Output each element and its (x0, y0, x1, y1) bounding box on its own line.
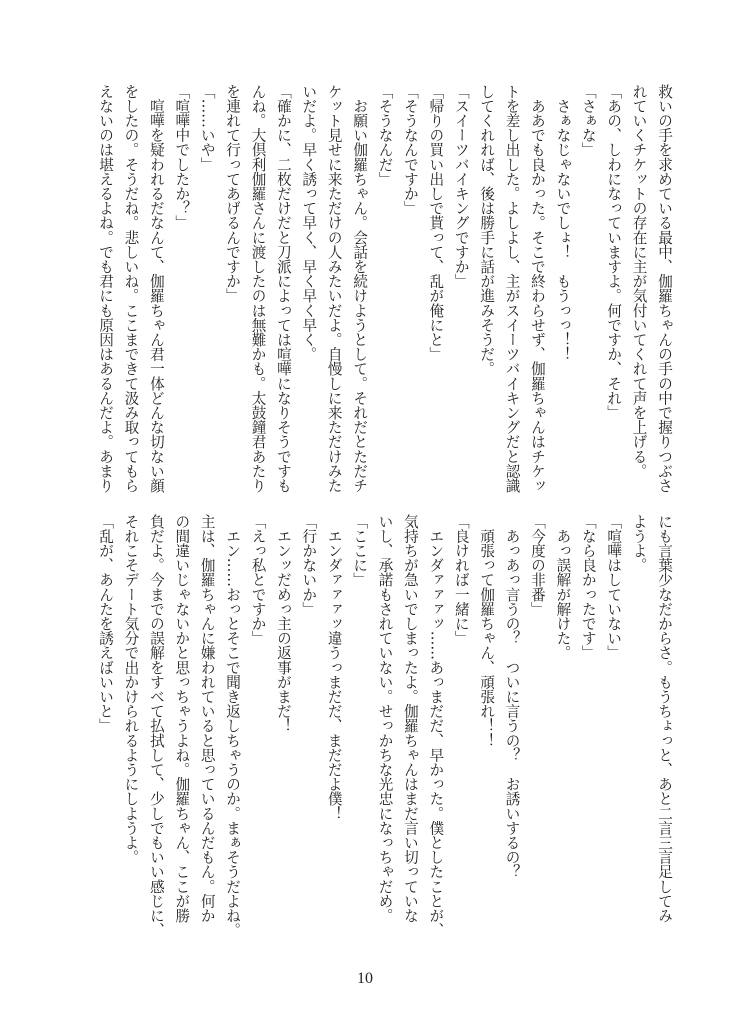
text-line: 「喧嘩中でしたか？」 (173, 84, 191, 230)
text-block-bottom (87, 514, 677, 946)
text-line: れていくチケットの存在に主が気付いてくれて声を上げる。 (630, 84, 648, 479)
text-line: 「帰りの買い出しで貰って、乱が俺にと」 (427, 84, 445, 362)
text-block-top (87, 84, 677, 498)
text-line: さぁなじゃないでしょ！ もうっっ！！ (554, 84, 572, 362)
text-line: いし、承諾もされていない。せっかちな光忠になっちゃだめ。 (376, 514, 394, 923)
text-line: 「良ければ一緒に」 (452, 514, 470, 646)
text-line: エンダァァァッ……あっまだだ、早かった。僕としたことが、 (427, 514, 445, 938)
text-line: 「スイーツバイキングですか」 (452, 84, 470, 289)
text-line: 「喧嘩はしていない」 (605, 514, 623, 660)
text-line: してくれれば、後は勝手に話が進みそうだ。 (478, 84, 496, 376)
text-line: エン……おっとそこで聞き返しちゃうのか。まぁそうだよね。 (224, 514, 242, 938)
text-line: トを差し出した。よしよし、主がスイーツバイキングだと認識 (503, 84, 521, 493)
text-line: ああでも良かった。そこで終わらせず、伽羅ちゃんはチケッ (528, 84, 546, 493)
text-line: 「確かに、二枚だけだと刀派によっては喧嘩になりそうですも (274, 84, 292, 493)
text-line: 負だよ。今までの誤解をすべて払拭して、少しでもいい感じに、 (147, 514, 165, 938)
text-line: それこそデート気分で出かけられるようにしようよ。 (122, 514, 140, 865)
text-line: んね。大倶利伽羅さんに渡したのは無難かも。太鼓鐘君あたり (249, 84, 267, 493)
text-line: いだよ。早く誘って早く、早く早く早く。 (300, 84, 318, 362)
text-line: 「そうなんですか」 (401, 84, 419, 216)
text-line: 頑張って伽羅ちゃん、頑張れ！！ (478, 514, 496, 748)
text-line: 「行かないか」 (300, 514, 318, 617)
text-line: 「そうなんだ」 (376, 84, 394, 187)
text-line: あっあっ言うの？ ついに言うの？ お誘いするの？ (503, 514, 521, 879)
text-line: をしたの。そうだね。悲しいね。ここまできて汲み取ってもら (122, 84, 140, 493)
text-line: 救いの手を求めている最中、伽羅ちゃんの手の中で握りつぶさ (656, 84, 673, 493)
text-line: ようよ。 (630, 514, 648, 573)
text-line: 「あの、しわになっていますよ。何ですか、それ」 (605, 84, 623, 420)
text-line: 主は、伽羅ちゃんに嫌われていると思っているんだもん。何か (198, 514, 216, 923)
text-line: 「ここに」 (351, 514, 369, 587)
text-line: の間違いじゃないかと思っちゃうよね。伽羅ちゃん、ここが勝 (173, 514, 191, 923)
text-line: 「えっ私とですか」 (249, 514, 267, 646)
text-line: あっ誤解が解けた。 (554, 514, 572, 660)
text-line: 「乱が、あんたを誘えばいいと」 (97, 514, 115, 733)
page-number: 10 (357, 970, 373, 987)
text-line: 「なら良かったです」 (579, 514, 597, 660)
text-line: を連れて行ってあげるんですか」 (224, 84, 242, 303)
text-line: お願い伽羅ちゃん。会話を続けようとして。それだとただチ (351, 84, 369, 493)
text-line: 「さぁな」 (579, 84, 597, 157)
text-line: 「今度の非番」 (528, 514, 546, 617)
text-line: にも言葉少なだからさ。もうちょっと、あと二言三言足してみ (656, 514, 673, 923)
text-line: 喧嘩を疑われるだなんて、伽羅ちゃん君一体どんな切ない顔 (147, 84, 165, 493)
text-line: 気持ちが急いでしまったよ。伽羅ちゃんはまだ言い切っていな (401, 514, 419, 923)
text-line: 「……いや」 (198, 84, 216, 172)
text-line: ケット見せに来ただけの人みたいだよ。自慢しに来ただけみた (325, 84, 343, 493)
text-line: エンッだめっ主の返事がまだ！ (274, 514, 292, 733)
text-line: えないのは堪えるよね。でも君にも原因はあるんだよ。あまり (97, 84, 115, 493)
text-line: エンダァァァッ違うっまだだ、まだだよ僕！ (325, 514, 343, 821)
